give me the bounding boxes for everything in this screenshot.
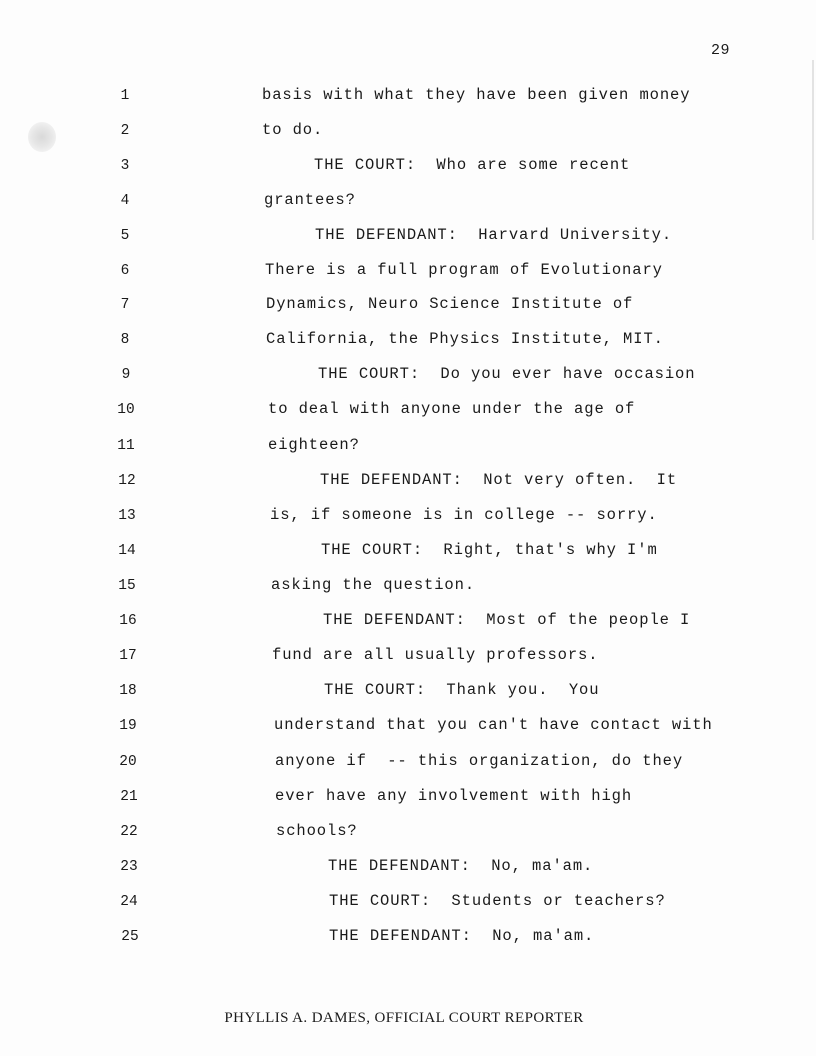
line-text: eighteen? xyxy=(268,436,360,454)
line-number: 21 xyxy=(120,789,138,805)
transcript-line xyxy=(0,261,816,285)
line-text: Dynamics, Neuro Science Institute of xyxy=(266,295,634,313)
transcript-line xyxy=(0,892,816,916)
line-text: THE DEFENDANT: No, ma'am. xyxy=(278,927,595,945)
line-number: 13 xyxy=(118,508,136,524)
line-number: 22 xyxy=(120,824,138,840)
transcript-line xyxy=(0,191,816,215)
transcript-line xyxy=(0,646,816,670)
line-number: 16 xyxy=(119,613,137,629)
line-text: to deal with anyone under the age of xyxy=(268,400,636,418)
line-number: 24 xyxy=(120,894,138,910)
transcript-line xyxy=(0,226,816,250)
line-number: 14 xyxy=(118,543,136,559)
line-text: fund are all usually professors. xyxy=(272,646,599,664)
transcript-line xyxy=(0,156,816,180)
transcript-line xyxy=(0,121,816,145)
transcript-line xyxy=(0,857,816,881)
line-number: 17 xyxy=(119,648,137,664)
transcript-line xyxy=(0,822,816,846)
transcript-line xyxy=(0,716,816,740)
line-text: THE COURT: Do you ever have occasion xyxy=(267,365,696,383)
transcript-line xyxy=(0,611,816,635)
line-number: 3 xyxy=(120,158,130,174)
line-text: THE COURT: Who are some recent xyxy=(263,156,631,174)
line-text: THE DEFENDANT: Not very often. It xyxy=(269,471,678,489)
page-footer xyxy=(0,1010,816,1027)
line-text: There is a full program of Evolutionary xyxy=(265,261,663,279)
transcript-line xyxy=(0,576,816,600)
line-text: grantees? xyxy=(264,191,356,209)
line-text: THE COURT: Thank you. You xyxy=(273,681,600,699)
transcript-line xyxy=(0,86,816,110)
transcript-line xyxy=(0,506,816,530)
line-number: 6 xyxy=(120,263,130,279)
line-text: ever have any involvement with high xyxy=(275,787,633,805)
line-number: 2 xyxy=(120,123,130,139)
line-number: 9 xyxy=(121,367,131,383)
line-number: 11 xyxy=(117,438,135,454)
transcript-line xyxy=(0,541,816,565)
line-text: asking the question. xyxy=(271,576,476,594)
line-text: THE COURT: Right, that's why I'm xyxy=(270,541,658,559)
line-text: THE DEFENDANT: Most of the people I xyxy=(272,611,691,629)
line-text: THE COURT: Students or teachers? xyxy=(278,892,666,910)
line-number: 15 xyxy=(118,578,136,594)
line-number: 23 xyxy=(120,859,138,875)
line-text: anyone if -- this organization, do they xyxy=(275,752,684,770)
line-number: 12 xyxy=(118,473,136,489)
transcript-line xyxy=(0,681,816,705)
transcript-line xyxy=(0,330,816,354)
line-text: to do. xyxy=(262,121,324,139)
transcript-line xyxy=(0,295,816,319)
transcript-line xyxy=(0,927,816,951)
line-number: 1 xyxy=(120,88,130,104)
transcript-line xyxy=(0,787,816,811)
line-text: THE DEFENDANT: Harvard University. xyxy=(264,226,673,244)
line-number: 7 xyxy=(120,297,130,313)
line-text: California, the Physics Institute, MIT. xyxy=(266,330,664,348)
line-number: 10 xyxy=(117,402,135,418)
line-number: 5 xyxy=(120,228,130,244)
line-number: 20 xyxy=(119,754,137,770)
line-text: is, if someone is in college -- sorry. xyxy=(270,506,658,524)
line-number: 4 xyxy=(120,193,130,209)
line-number: 8 xyxy=(120,332,130,348)
transcript-line xyxy=(0,400,816,424)
transcript-line xyxy=(0,365,816,389)
line-number: 25 xyxy=(121,929,139,945)
line-text: understand that you can't have contact with xyxy=(274,716,713,734)
line-text: schools? xyxy=(276,822,358,840)
line-number: 18 xyxy=(119,683,137,699)
line-number: 19 xyxy=(119,718,137,734)
line-text: basis with what they have been given money xyxy=(262,86,691,104)
transcript-line xyxy=(0,752,816,776)
page-number: 29 xyxy=(710,42,730,59)
court-reporter-footer: PHYLLIS A. DAMES, OFFICIAL COURT REPORTER xyxy=(224,1010,584,1026)
transcript-line xyxy=(0,436,816,460)
line-text: THE DEFENDANT: No, ma'am. xyxy=(277,857,594,875)
transcript-line xyxy=(0,471,816,495)
